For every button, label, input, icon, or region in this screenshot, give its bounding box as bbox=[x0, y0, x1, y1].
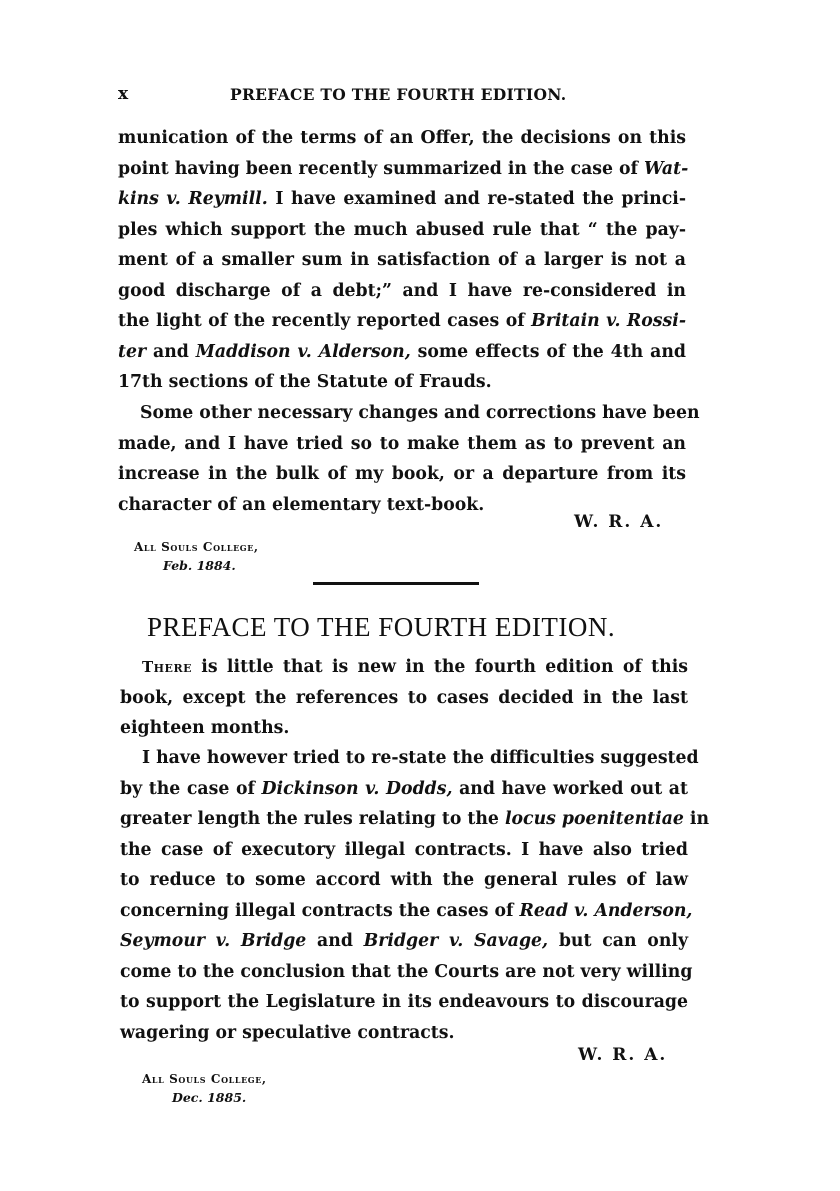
text-line bbox=[118, 184, 686, 215]
text-segment: the light of the recently reported cases of bbox=[118, 311, 532, 331]
case-name: Seymour v. Bridge bbox=[120, 931, 307, 951]
text-line: to support the Legislature in its endeavours to discourage bbox=[120, 992, 688, 1012]
text-line: Some other necessary changes and corrections have been bbox=[140, 403, 700, 423]
latin-term: locus poenitentiae bbox=[504, 809, 684, 829]
text-line bbox=[120, 926, 688, 957]
running-head bbox=[118, 84, 688, 108]
case-name: Dickinson v. Dodds, bbox=[261, 778, 453, 799]
signature-initials: W. R. A. bbox=[578, 1045, 668, 1065]
opening-word: There bbox=[142, 658, 192, 676]
text-segment: is little that is new in the fourth edition of this bbox=[191, 657, 688, 677]
case-name: Britain v. Rossi- bbox=[531, 311, 686, 331]
text-line bbox=[118, 306, 686, 337]
text-line bbox=[120, 652, 688, 683]
text-line: come to the conclusion that the Courts are not very willing bbox=[120, 961, 693, 982]
text-line: ment of a smaller sum in satisfaction of a larger is not a bbox=[118, 250, 686, 270]
text-line: made, and I have tried so to make them as to prevent an bbox=[118, 433, 686, 454]
text-segment: some effects of the 4th and bbox=[410, 341, 686, 362]
text-segment: and bbox=[146, 341, 196, 362]
running-head-title: PREFACE TO THE FOURTH EDITION. bbox=[230, 85, 567, 104]
signature-initials: W. R. A. bbox=[574, 512, 664, 532]
text-line: to reduce to some accord with the general rules of law bbox=[120, 870, 688, 890]
text-segment: but can only bbox=[548, 931, 688, 951]
text-segment: by the case of bbox=[120, 778, 262, 799]
text-line: 17th sections of the Statute of Frauds. bbox=[118, 372, 492, 392]
text-line bbox=[118, 154, 689, 185]
signature-place: All Souls College, bbox=[142, 1072, 267, 1086]
signature-date: Feb. 1884. bbox=[163, 558, 236, 573]
text-line: character of an elementary text-book. bbox=[118, 494, 485, 515]
text-segment: and bbox=[306, 931, 364, 951]
case-name: Wat- bbox=[644, 158, 689, 179]
case-name: Bridger v. Savage, bbox=[363, 931, 549, 951]
signature-date: Dec. 1885. bbox=[172, 1090, 247, 1105]
text-line bbox=[118, 337, 686, 368]
text-segment: in bbox=[683, 809, 710, 829]
text-segment: and have worked out at bbox=[452, 778, 688, 799]
text-line: the case of executory illegal contracts. I have also tried bbox=[120, 839, 688, 860]
previous-preface-paragraph-2 bbox=[118, 398, 700, 520]
section-title: PREFACE TO THE FOURTH EDITION. bbox=[147, 612, 616, 642]
previous-preface-paragraph-1 bbox=[118, 123, 689, 398]
case-name: kins v. Reymill. bbox=[118, 189, 268, 209]
text-segment: greater length the rules relating to the bbox=[120, 809, 505, 829]
text-line bbox=[120, 804, 710, 835]
case-name: Maddison v. Alderson, bbox=[195, 341, 411, 362]
page-number: x bbox=[118, 84, 129, 104]
text-segment: I have examined and re-stated the princi- bbox=[275, 189, 686, 209]
text-line: ples which support the much abused rule that “ the pay- bbox=[118, 219, 686, 240]
text-line bbox=[120, 896, 693, 927]
fourth-preface-paragraph-1 bbox=[120, 652, 688, 744]
text-line: increase in the bulk of my book, or a departure from its bbox=[118, 464, 686, 484]
signature-place: All Souls College, bbox=[134, 540, 259, 554]
text-line: book, except the references to cases decided in the last bbox=[120, 687, 688, 708]
text-segment: point having been recently summarized in the case of bbox=[118, 158, 644, 179]
case-name: ter bbox=[118, 341, 147, 362]
section-divider bbox=[313, 582, 479, 585]
case-name: Read v. Anderson, bbox=[519, 900, 693, 921]
text-line: munication of the terms of an Offer, the decisions on this bbox=[118, 128, 686, 148]
text-line: eighteen months. bbox=[120, 718, 290, 738]
text-segment: concerning illegal contracts the cases of bbox=[120, 900, 520, 921]
fourth-preface-paragraph-2 bbox=[120, 743, 710, 1048]
text-line bbox=[120, 774, 688, 805]
text-line: I have however tried to re-state the difficulties suggested bbox=[142, 748, 699, 768]
text-line: good discharge of a debt;” and I have re-considered in bbox=[118, 280, 686, 301]
text-line: wagering or speculative contracts. bbox=[120, 1022, 455, 1043]
